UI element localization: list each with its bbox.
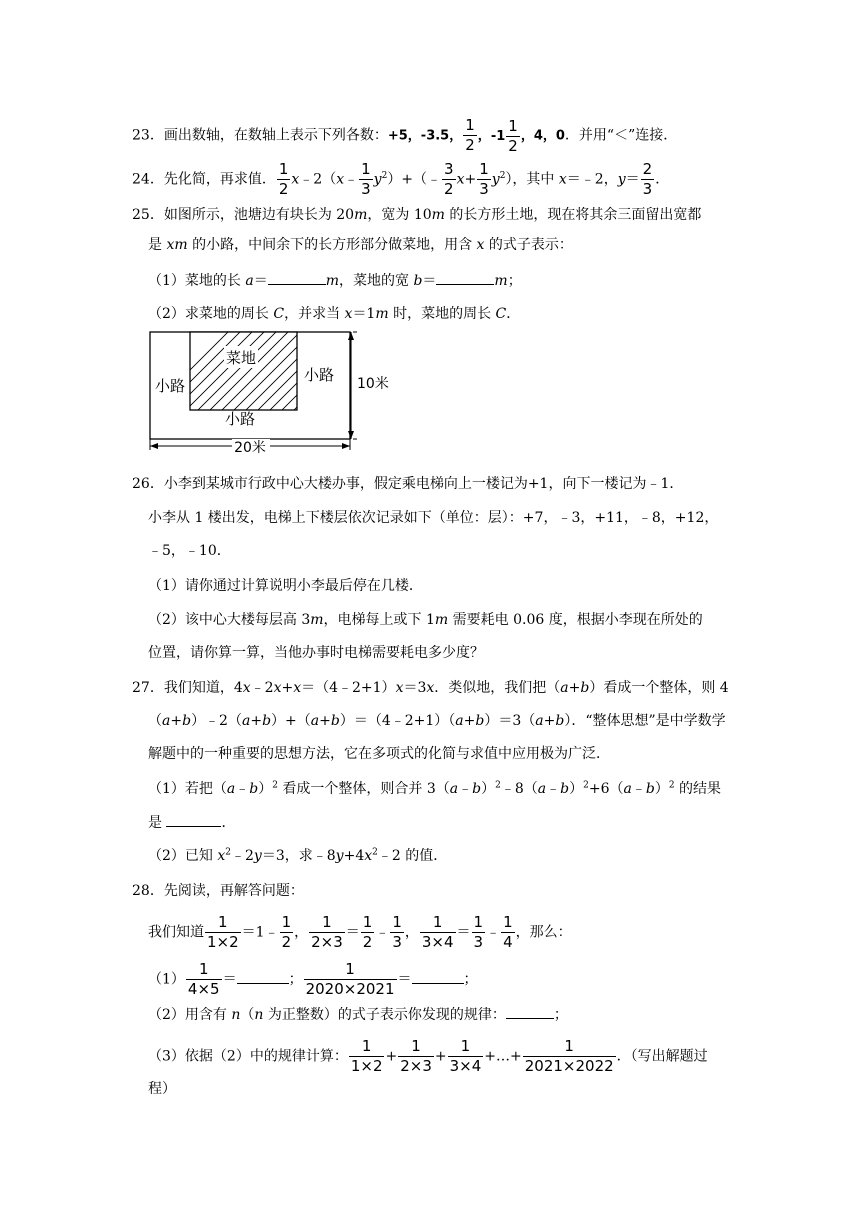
q23-num-neg3-5: -3.5	[420, 128, 450, 144]
frac-1-3x4: $\frac{1}{3\times 4}$	[421, 913, 454, 951]
question-26-sub2a: （2）该中心大楼每层高 3m，电梯每上或下 1m 需要耗电 0.06 度，根据小李现在所处的	[148, 612, 703, 628]
question-26-line3: ﹣5，﹣10．	[148, 543, 231, 559]
garden-label: 菜地	[225, 349, 257, 367]
q24-fraction-2: $\frac{1}{3}$	[361, 160, 371, 198]
path-bottom-label: 小路	[224, 410, 256, 428]
question-28-lead: 28．先阅读，再解答问题：	[132, 883, 304, 899]
q25-diagram	[140, 326, 389, 466]
q23-mixed-number: -1 1 2	[490, 117, 518, 155]
q23-end: ．并用“＜”连接．	[564, 127, 678, 144]
frac-1-2020x2021: $\frac{1}{2020\times 2021}$	[305, 960, 395, 998]
question-28-sub3: （3）依据（2）中的规律计算： $\frac{1}{1\times 2}$ + $\frac{1}{2\times 3}$ + $\frac{1}{3\times 4}$ +…+ $\frac{1}{2021\times 2022}$ ．（写出解题过	[148, 1037, 708, 1075]
width-label: 10米	[357, 376, 389, 392]
question-25-line2: 是 xm 的小路，中间余下的长方形部分做菜地，用含 x 的式子表示：	[148, 237, 573, 253]
q24-fraction-1: $\frac{1}{2}$	[278, 160, 289, 198]
q24-fraction-3: $\frac{3}{2}$	[444, 160, 454, 198]
question-28-sub2: （2）用含有 n（n 为正整数）的式子表示你发现的规律： ；	[148, 1004, 568, 1025]
question-27-sub1b: 是 ．	[148, 812, 235, 833]
path-left-label: 小路	[154, 377, 186, 395]
garden-rect	[190, 332, 297, 410]
question-26-line2: 小李从 1 楼出发，电梯上下楼层依次记录如下（单位：层）：+7，﹣3，+11，﹣8，+12，	[148, 510, 719, 526]
frac-third: $\frac{1}{3}$	[392, 913, 402, 951]
frac-fourth: $\frac{1}{4}$	[503, 913, 513, 951]
q23-tail-numbers: 4，0	[533, 128, 565, 144]
question-27-line2: （a+b）﹣2（a+b）+（a+b）＝（4﹣2+1）（a+b）＝3（a+b）．“整体思想”是中学数学	[148, 713, 726, 729]
question-27-sub1: （1）若把（a﹣b）$^2$ 看成一个整体，则合并 3（a﹣b）$^2$﹣8（a﹣b）$^2$+6（a﹣b）$^2$ 的结果	[148, 780, 721, 797]
question-27-line1: 27．我们知道，4x﹣2x+x＝（4﹣2+1）x＝3x．类似地，我们把（a+b）看成一个整体，则 4	[132, 680, 729, 696]
question-28-sub1: （1） $\frac{1}{4\times 5}$ ＝ ； $\frac{1}{2020\times 2021}$ ＝ ；	[148, 960, 478, 998]
q24-fraction-4: $\frac{1}{3}$	[479, 160, 489, 198]
q24-fraction-5: $\frac{2}{3}$	[642, 160, 653, 198]
frac-half: $\frac{1}{2}$	[281, 913, 292, 951]
question-24: 24．先化简，再求值． $\frac{1}{2}$ x﹣2（x﹣ $\frac{1}{3}$ $y^2)+(﹣$ $\frac{3}{2}$ x+ $\frac{1}{3}$ $y^2$），其中 x＝﹣2，y＝ $\frac{2}{3}$ ．	[132, 160, 670, 198]
question-27-line3: 解题中的一种重要的思想方法，它在多项式的化简与求值中应用极为广泛．	[148, 746, 610, 762]
q23-lead: 23．画出数轴，在数轴上表示下列各数：	[132, 127, 388, 144]
question-27-sub2: （2）已知 $x^2﹣2y=3$，求$﹣8y+4x^2﹣2$ 的值．	[148, 847, 448, 864]
question-23: 23．画出数轴，在数轴上表示下列各数：+5，-3.5， $\frac{1}{2}$ ， -1 1 2 ，4，0．并用“＜”连接．	[132, 116, 678, 155]
length-label: 20米	[234, 440, 266, 456]
frac-1-1x2: $\frac{1}{1\times 2}$	[207, 913, 239, 951]
path-right-label: 小路	[303, 366, 335, 384]
q24-lead: 24．先化简，再求值．	[132, 171, 276, 188]
q23-fraction-half: $\frac{1}{2}$	[465, 116, 475, 154]
question-28-known: 我们知道 $\frac{1}{1\times 2}$ ＝1﹣ $\frac{1}{2}$ ， $\frac{1}{2\times 3}$ ＝ $\frac{1}{2}$ ﹣ $\frac{1}{3}$ ， $\frac{1}{3\times 4}$ ＝ $\frac{1}{3}$ ﹣ $\frac{1}{4}$ ，那么：	[148, 913, 572, 951]
question-25-sub2: （2）求菜地的周长 C，并求当 x＝1m 时，菜地的周长 C．	[148, 306, 521, 322]
question-26-line1: 26．小李到某城市行政中心大楼办事，假定乘电梯向上一楼记为+1，向下一楼记为﹣1．	[132, 476, 684, 492]
frac-1-2x3: $\frac{1}{2\times 3}$	[311, 913, 343, 951]
question-28-sub3-end: 程）	[148, 1081, 176, 1097]
question-26-sub2b: 位置，请你算一算，当他办事时电梯需要耗电多少度？	[148, 645, 484, 661]
frac-1-2021x2022: $\frac{1}{2021\times 2022}$	[524, 1037, 614, 1075]
question-25-line1: 25．如图所示，池塘边有块长为 20m，宽为 10m 的长方形土地，现在将其余三面留出宽都	[132, 207, 702, 223]
frac-1-4x5: $\frac{1}{4\times 5}$	[187, 960, 220, 998]
question-25-sub1: （1）菜地的长 a＝ m，菜地的宽 b＝ m；	[148, 270, 522, 291]
question-26-sub1: （1）请你通过计算说明小李最后停在几楼．	[148, 578, 423, 594]
q23-num-plus5: +5	[387, 128, 408, 144]
